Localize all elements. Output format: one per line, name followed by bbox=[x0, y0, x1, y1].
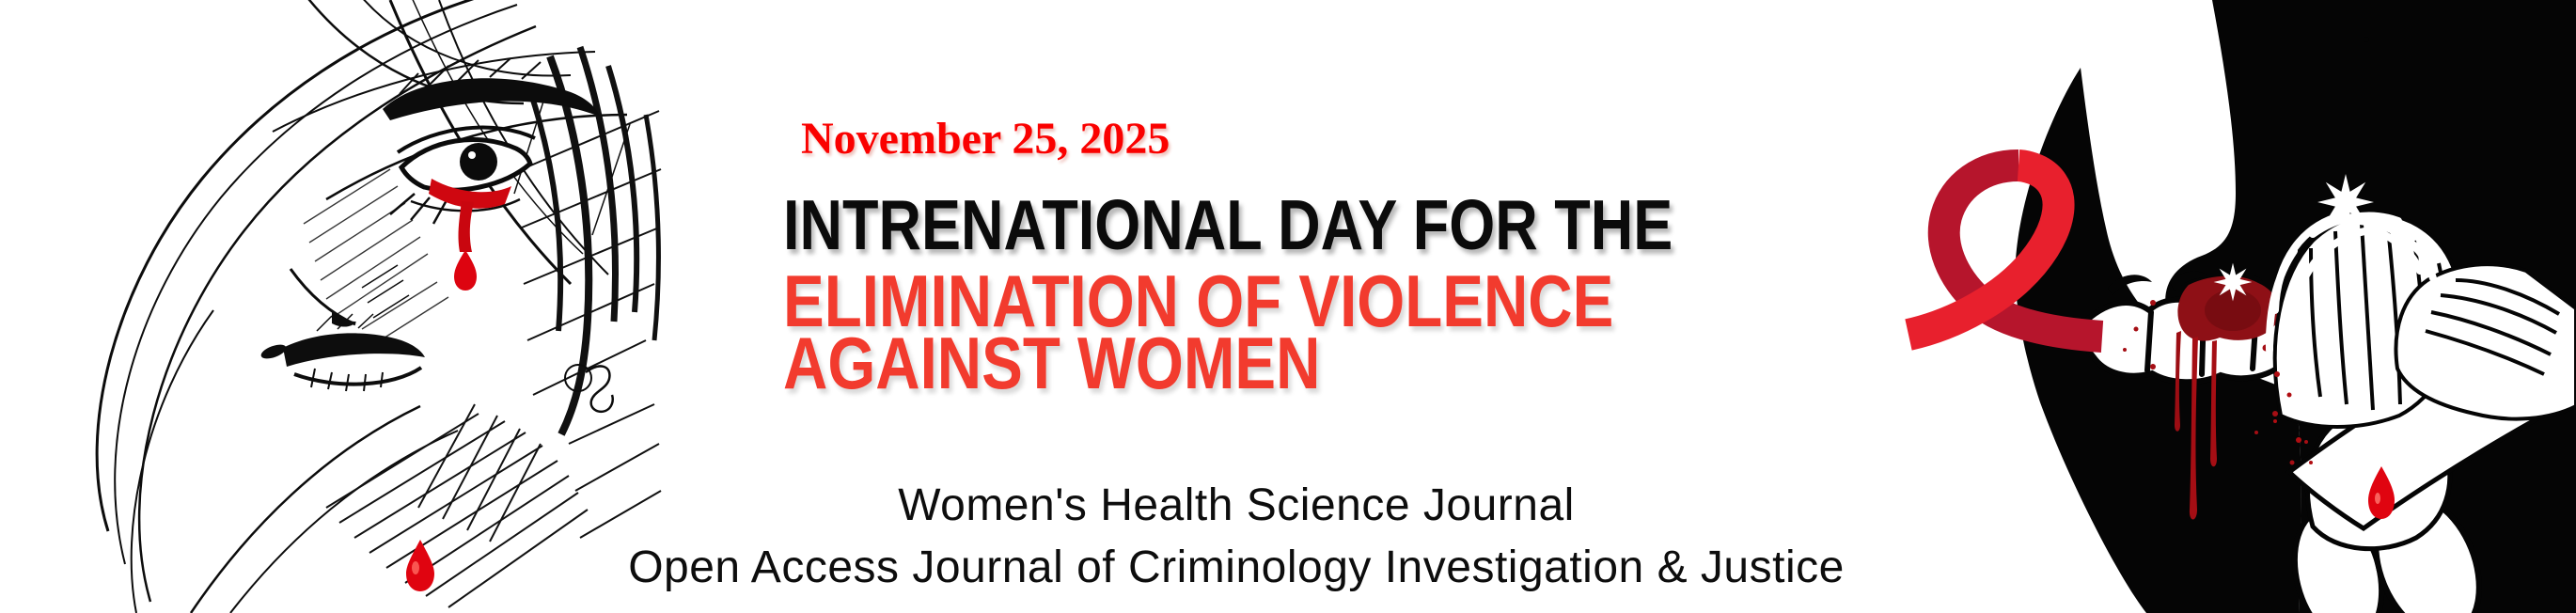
title-line-1: INTRENATIONAL DAY FOR THE bbox=[783, 185, 1673, 264]
violence-awareness-illustration bbox=[1871, 0, 2576, 613]
journal-names bbox=[578, 475, 1894, 599]
journal-name-2: Open Access Journal of Criminology Investigation & Justice bbox=[628, 542, 1845, 592]
cheek-hatch bbox=[304, 169, 448, 346]
title-line-2: ELIMINATION OF VIOLENCE bbox=[783, 259, 1614, 342]
hair-mass-right bbox=[514, 47, 661, 538]
blood-tear bbox=[429, 179, 511, 291]
crying-woman-sketch-illustration bbox=[80, 0, 663, 613]
event-date: November 25, 2025 bbox=[801, 114, 1170, 164]
jaw-hatch bbox=[326, 404, 588, 607]
chin-blood-drop bbox=[406, 540, 434, 591]
title-line-3: AGAINST WOMEN bbox=[783, 322, 1321, 404]
journal-name-1: Women's Health Science Journal bbox=[898, 480, 1575, 530]
